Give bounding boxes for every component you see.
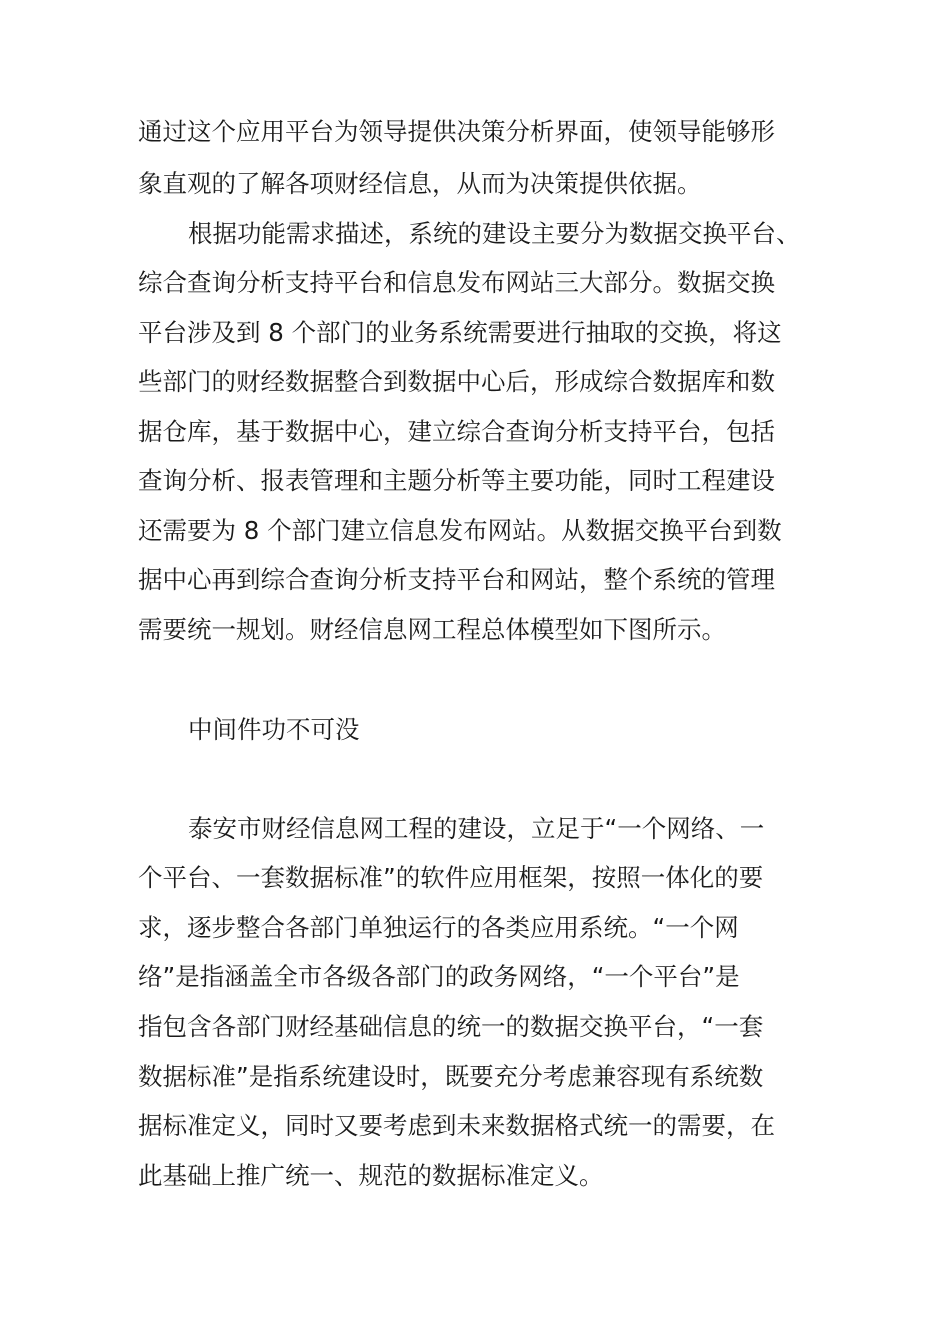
text-line: 需要统一规划。财经信息网工程总体模型如下图所示。 (138, 615, 726, 644)
text-line: 还需要为 8 个部门建立信息发布网站。从数据交换平台到数 (138, 516, 782, 545)
section-heading: 中间件功不可没 (188, 715, 360, 744)
text-line: 根据功能需求描述，系统的建设主要分为数据交换平台、 (188, 219, 801, 248)
text-line: 指包含各部门财经基础信息的统一的数据交换平台，“一套 (138, 1012, 764, 1041)
text-line: 据中心再到综合查询分析支持平台和网站，整个系统的管理 (138, 565, 775, 594)
text-line: 查询分析、报表管理和主题分析等主要功能，同时工程建设 (138, 466, 775, 495)
text-line: 数据标准”是指系统建设时，既要充分考虑兼容现有系统数 (138, 1062, 764, 1091)
text-line: 求，逐步整合各部门单独运行的各类应用系统。“一个网 (138, 913, 739, 942)
text-line: 此基础上推广统一、规范的数据标准定义。 (138, 1161, 604, 1190)
text-line: 个平台、一套数据标准”的软件应用框架，按照一体化的要 (138, 863, 764, 892)
text-line: 象直观的了解各项财经信息，从而为决策提供依据。 (138, 169, 702, 198)
text-line: 综合查询分析支持平台和信息发布网站三大部分。数据交换 (138, 268, 775, 297)
text-line: 据仓库，基于数据中心，建立综合查询分析支持平台，包括 (138, 417, 775, 446)
text-line: 平台涉及到 8 个部门的业务系统需要进行抽取的交换，将这 (138, 318, 782, 347)
text-line: 泰安市财经信息网工程的建设，立足于“一个网络、一 (188, 814, 765, 843)
text-line: 据标准定义，同时又要考虑到未来数据格式统一的需要，在 (138, 1111, 775, 1140)
text-line: 通过这个应用平台为领导提供决策分析界面，使领导能够形 (138, 117, 775, 146)
text-line: 络”是指涵盖全市各级各部门的政务网络，“一个平台”是 (138, 962, 740, 991)
text-line: 些部门的财经数据整合到数据中心后，形成综合数据库和数 (138, 367, 775, 396)
